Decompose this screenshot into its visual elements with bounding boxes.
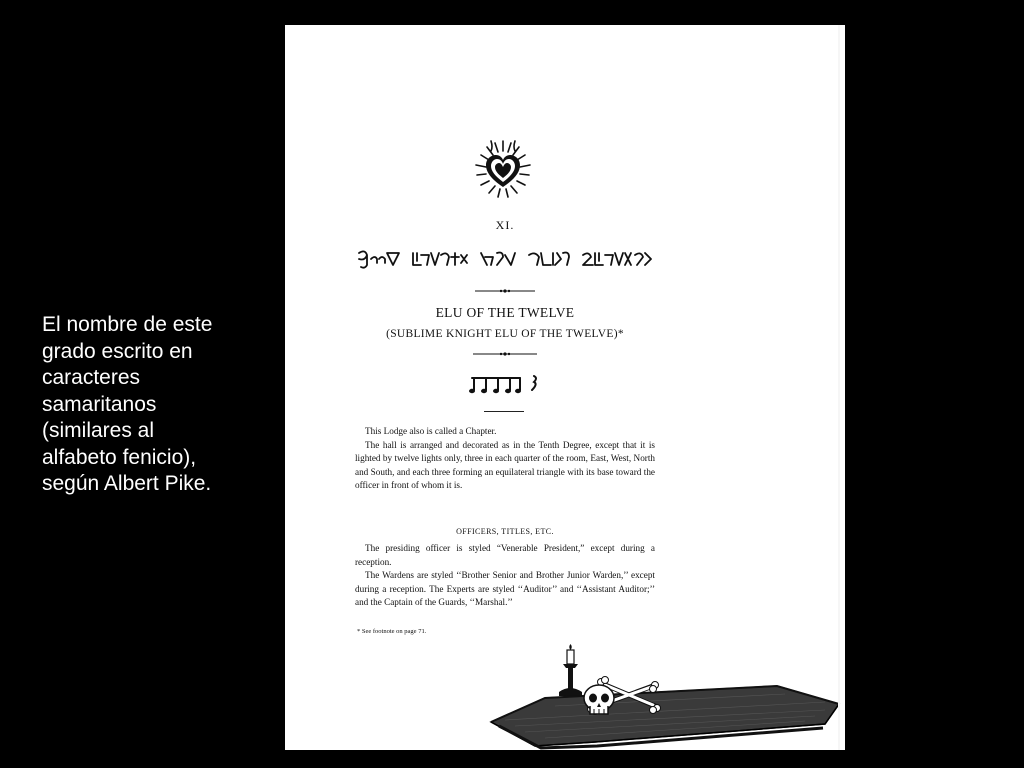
ornament-rule bbox=[473, 350, 537, 358]
caption-line: (similares al bbox=[42, 419, 155, 442]
page-edge bbox=[838, 25, 840, 750]
samaritan-title-glyphs bbox=[355, 247, 655, 271]
caption-line: según Albert Pike. bbox=[42, 472, 212, 495]
paragraph: This Lodge also is called a Chapter. bbox=[365, 426, 497, 436]
paragraph: The hall is arranged and decorated as in the Tenth Degree, except that it is lighted by twelve lights only, three in each quarter of the room, East, West, North and South, and each three forming an equilateral triangle with its base toward the officer in front of whom it is. bbox=[355, 439, 655, 490]
scanned-book-page bbox=[285, 25, 845, 750]
degree-subtitle: (SUBLIME KNIGHT ELU OF THE TWELVE)* bbox=[386, 328, 624, 340]
degree-title: ELU OF THE TWELVE bbox=[435, 305, 575, 320]
footnote: * See footnote on page 71. bbox=[357, 628, 427, 635]
caption-line: grado escrito en bbox=[42, 339, 193, 363]
intro-text bbox=[355, 425, 655, 493]
paragraph: The presiding officer is styled “Venerable President,” except during a reception. bbox=[355, 543, 655, 567]
paragraph: The Wardens are styled ‘‘Brother Senior and Brother Junior Warden,’’ except during a reception. The Experts are styled ‘‘Auditor’’ and ‘‘Assistant Auditor;’’ and the Captain of the Guards, ‘‘Marshal.’’ bbox=[355, 570, 655, 607]
slide-caption bbox=[42, 312, 272, 498]
flaming-heart-icon bbox=[471, 137, 535, 201]
caption-line: El nombre de este bbox=[42, 313, 213, 336]
section-heading: OFFICERS, TITLES, ETC. bbox=[456, 527, 554, 536]
caption-line: alfabeto fenicio), bbox=[42, 445, 197, 469]
divider bbox=[484, 411, 524, 412]
officers-text bbox=[355, 542, 655, 610]
caption-line: samaritanos bbox=[42, 392, 157, 416]
caption-line: caracteres bbox=[42, 366, 141, 389]
coffin-skull-candle-icon bbox=[485, 642, 845, 750]
ornament-rule bbox=[475, 287, 535, 295]
cipher-glyph-icon bbox=[468, 370, 540, 398]
degree-numeral: XI. bbox=[495, 218, 515, 232]
